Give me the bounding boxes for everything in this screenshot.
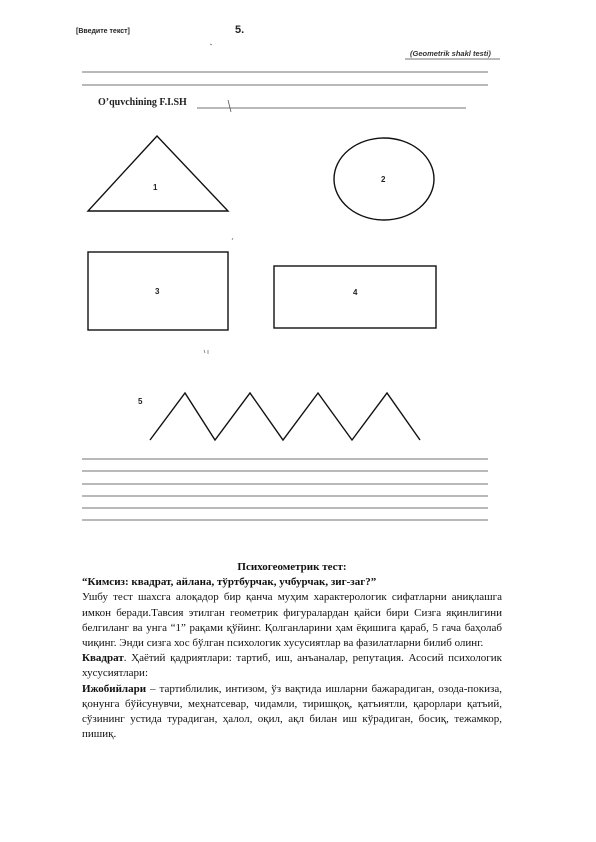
figure-label-5: 5: [138, 397, 143, 406]
figure-label-3: 3: [155, 287, 160, 296]
figure-label-2: 2: [381, 175, 386, 184]
handwritten-mark: 5.: [235, 24, 245, 36]
figure-label-1: 1: [153, 183, 158, 192]
section-title: Психогеометрик тест:: [237, 561, 347, 573]
positive-paragraph: [82, 682, 502, 743]
square-description: . Ҳаётий қадриятлари: тартиб, иш, анъаналар, репутация. Асосий психологик хусусиятлари:: [82, 652, 502, 680]
test-title-label: (Geometrik shakl testi): [410, 49, 491, 58]
test-description: [82, 560, 502, 742]
positive-term: Ижобийлари: [82, 682, 147, 695]
rectangle-figure: [274, 266, 436, 328]
pen-mark: [204, 350, 208, 354]
pen-mark: [210, 44, 212, 45]
section-subtitle: “Кимсиз: квадрат, айлана, тўртбурчак, учбурчак, зиг-заг?”: [82, 576, 377, 589]
triangle-figure: [88, 136, 228, 211]
pen-mark: [228, 100, 231, 112]
pen-mark: [232, 238, 233, 240]
intro-paragraph: Ушбу тест шахсга алоқадор бир қанча муҳим характерологик сифатларни аниқлашга имкон беради.Тавсия этилган геометрик фигуралардан қайси бири Сизга яқинлигини белгиланг ва унга “1” рақами қўйинг. Қолганларини ҳам ёқишига қараб, 5 гача баҳолаб чиқинг. Энди сизга хос бўлган психологик хусусиятлар ва фазилатларни билиб олинг.: [82, 591, 502, 650]
figure-label-4: 4: [353, 288, 358, 297]
zigzag-figure: [150, 393, 420, 440]
student-name-label: O’quvchining F.I.SH: [98, 97, 187, 108]
positive-description: – тартиблилик, интизом, ўз вақтида ишларни бажарадиган, озода-покиза, қонунга бўйсунувчи, меҳнатсевар, чидамли, тиришқоқ, қатъиятли, қарорлари қатъий, сўзининг устида турадиган, ҳалол, оқил, ақл билан иш кўрадиган, босиқ, тежамкор, пишиқ.: [82, 682, 502, 741]
square-paragraph: [82, 651, 502, 681]
header-placeholder-label: [Введите текст]: [76, 28, 130, 35]
square-term: Квадрат: [82, 652, 124, 665]
